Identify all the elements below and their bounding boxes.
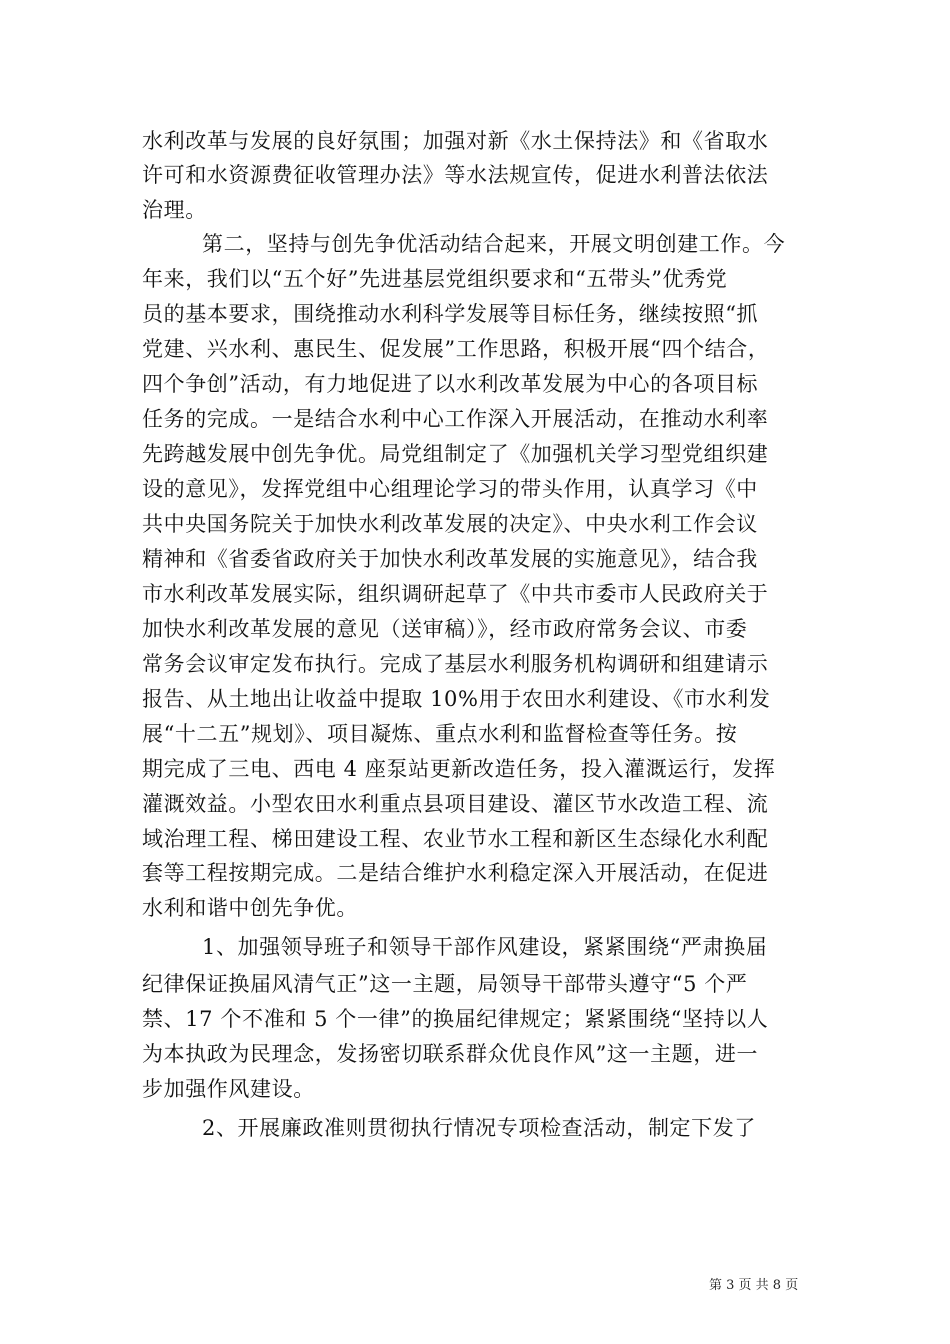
text-line: 市水利改革发展实际，组织调研起草了《中共市委市人民政府关于	[142, 582, 769, 606]
text-line: 先跨越发展中创先争优。局党组制定了《加强机关学习型党组织建	[142, 442, 769, 466]
text-line: 期完成了三电、西电 4 座泵站更新改造任务，投入灌溉运行，发挥	[142, 757, 776, 781]
text-line: 域治理工程、梯田建设工程、农业节水工程和新区生态绿化水利配	[142, 827, 769, 851]
text-line: 展“十二五”规划》、项目凝炼、重点水利和监督检查等任务。按	[142, 722, 738, 746]
text-line: 水利和谐中创先争优。	[142, 896, 358, 920]
text-line: 任务的完成。一是结合水利中心工作深入开展活动，在推动水利率	[142, 407, 769, 431]
text-line: 常务会议审定发布执行。完成了基层水利服务机构调研和组建请示	[142, 652, 769, 676]
text-line: 加快水利改革发展的意见（送审稿）》，经市政府常务会议、市委	[142, 617, 748, 641]
text-line: 治理。	[142, 198, 207, 222]
text-line: 为本执政为民理念，发扬密切联系群众优良作风”这一主题，进一	[142, 1042, 759, 1066]
text-line: 第二，坚持与创先争优活动结合起来，开展文明创建工作。今	[202, 232, 786, 256]
text-line: 精神和《省委省政府关于加快水利改革发展的实施意见》，结合我	[142, 547, 758, 571]
text-line: 报告、从土地出让收益中提取 10%用于农田水利建设、《市水利发	[142, 687, 771, 711]
text-line: 步加强作风建设。	[142, 1077, 315, 1101]
text-line: 年来，我们以“五个好”先进基层党组织要求和“五带头”优秀党	[142, 267, 728, 291]
text-line: 许可和水资源费征收管理办法》等水法规宣传，促进水利普法依法	[142, 163, 769, 187]
page-number: 第 3 页 共 8 页	[709, 1278, 799, 1293]
text-line: 套等工程按期完成。二是结合维护水利稳定深入开展活动，在促进	[142, 861, 769, 885]
text-line: 纪律保证换届风清气正”这一主题，局领导干部带头遵守“5 个严	[142, 972, 748, 996]
text-line: 水利改革与发展的良好氛围；加强对新《水土保持法》和《省取水	[142, 129, 769, 153]
text-line: 四个争创”活动，有力地促进了以水利改革发展为中心的各项目标	[142, 372, 759, 396]
text-line: 灌溉效益。小型农田水利重点县项目建设、灌区节水改造工程、流	[142, 792, 769, 816]
text-line: 禁、17 个不准和 5 个一律”的换届纪律规定；紧紧围绕“坚持以人	[142, 1007, 769, 1031]
text-line: 设的意见》，发挥党组中心组理论学习的带头作用，认真学习《中	[142, 477, 758, 501]
text-line: 1、加强领导班子和领导干部作风建设，紧紧围绕“严肃换届	[202, 935, 768, 959]
text-line: 共中央国务院关于加快水利改革发展的决定》、中央水利工作会议	[142, 512, 758, 536]
text-line: 2、开展廉政准则贯彻执行情况专项检查活动，制定下发了	[202, 1116, 756, 1140]
text-line: 党建、兴水利、惠民生、促发展”工作思路，积极开展“四个结合，	[142, 337, 770, 361]
text-line: 员的基本要求，围绕推动水利科学发展等目标任务，继续按照“抓	[142, 302, 759, 326]
